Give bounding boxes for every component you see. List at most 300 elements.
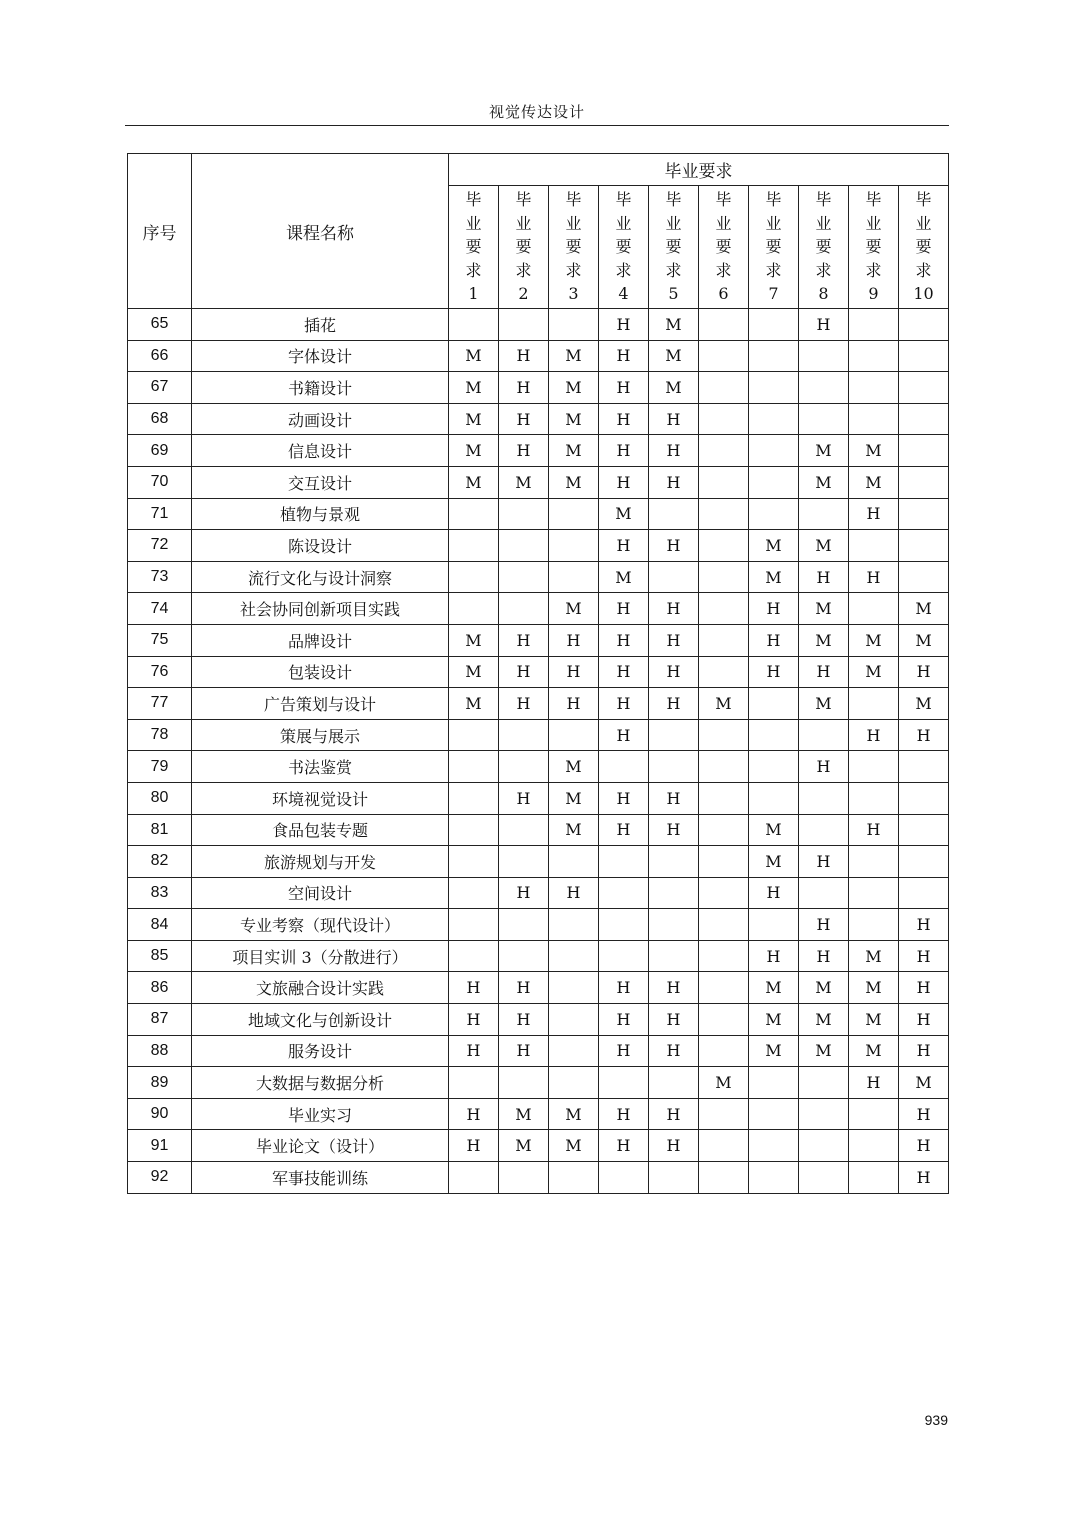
requirement-mark-cell: H	[799, 846, 849, 878]
requirement-mark-cell	[899, 530, 949, 562]
table-row	[128, 435, 949, 467]
requirement-mark-cell: H	[649, 814, 699, 846]
requirement-header-char: 要	[665, 237, 682, 257]
requirement-mark-cell	[499, 561, 549, 593]
requirement-mark-cell	[499, 846, 549, 878]
requirement-mark-cell	[799, 403, 849, 435]
requirement-mark-cell: M	[449, 435, 499, 467]
requirement-mark-cell	[549, 909, 599, 941]
course-seq-cell: 68	[128, 403, 192, 435]
requirement-mark-cell: H	[899, 909, 949, 941]
requirement-mark-cell	[749, 751, 799, 783]
requirement-mark-cell: H	[599, 530, 649, 562]
requirement-header-char: 求	[615, 260, 632, 280]
requirement-mark-cell	[699, 624, 749, 656]
table-row	[128, 940, 949, 972]
requirement-mark-cell: M	[449, 656, 499, 688]
requirement-mark-cell: H	[899, 1098, 949, 1130]
table-row	[128, 909, 949, 941]
course-seq-cell: 71	[128, 498, 192, 530]
requirement-mark-cell	[549, 719, 599, 751]
requirement-mark-cell	[499, 719, 549, 751]
requirement-mark-cell	[449, 530, 499, 562]
requirement-mark-cell	[499, 940, 549, 972]
requirement-header-char: 4	[618, 284, 629, 304]
requirement-mark-cell: H	[899, 1004, 949, 1036]
requirement-header-char: 业	[665, 213, 682, 233]
requirement-mark-cell: H	[649, 1098, 699, 1130]
course-name-cell: 服务设计	[192, 1035, 449, 1067]
requirement-mark-cell	[699, 719, 749, 751]
requirement-header-char: 求	[815, 260, 832, 280]
requirement-mark-cell: M	[899, 593, 949, 625]
column-header-requirement-6	[699, 186, 749, 309]
column-header-requirement-1	[449, 186, 499, 309]
requirement-mark-cell	[499, 530, 549, 562]
column-header-graduation-requirements: 毕业要求	[449, 154, 949, 186]
table-row	[128, 1130, 949, 1162]
requirement-header-char: 求	[515, 260, 532, 280]
requirement-header-char: 要	[465, 237, 482, 257]
requirement-mark-cell: M	[699, 1067, 749, 1099]
requirement-mark-cell	[699, 403, 749, 435]
requirement-mark-cell	[449, 593, 499, 625]
requirement-header-char: 求	[465, 260, 482, 280]
requirement-mark-cell: M	[799, 435, 849, 467]
requirement-mark-cell: H	[899, 656, 949, 688]
requirement-mark-cell: M	[849, 466, 899, 498]
requirement-mark-cell	[749, 340, 799, 372]
requirement-mark-cell	[449, 309, 499, 341]
requirement-header-char: 毕	[915, 190, 932, 210]
requirement-mark-cell: H	[449, 972, 499, 1004]
requirement-mark-cell: H	[849, 814, 899, 846]
requirement-mark-cell: H	[499, 403, 549, 435]
requirement-mark-cell	[449, 909, 499, 941]
requirement-mark-cell: H	[549, 688, 599, 720]
requirement-header-char: 毕	[715, 190, 732, 210]
requirement-mark-cell	[749, 1162, 799, 1194]
requirement-mark-cell	[699, 940, 749, 972]
requirement-mark-cell	[549, 561, 599, 593]
course-name-cell: 动画设计	[192, 403, 449, 435]
requirement-mark-cell	[699, 372, 749, 404]
header-rule	[125, 125, 949, 126]
requirement-mark-cell	[499, 498, 549, 530]
requirement-mark-cell	[749, 403, 799, 435]
requirement-mark-cell	[699, 340, 749, 372]
requirement-mark-cell	[649, 909, 699, 941]
course-seq-cell: 91	[128, 1130, 192, 1162]
requirement-mark-cell: H	[499, 1035, 549, 1067]
requirement-mark-cell: M	[549, 435, 599, 467]
requirement-mark-cell: H	[649, 435, 699, 467]
requirement-mark-cell: H	[749, 877, 799, 909]
requirement-mark-cell: M	[549, 593, 599, 625]
requirement-mark-cell: H	[649, 530, 699, 562]
requirement-header-char: 要	[615, 237, 632, 257]
requirement-mark-cell: H	[799, 656, 849, 688]
requirement-mark-cell	[449, 877, 499, 909]
requirement-mark-cell: H	[599, 972, 649, 1004]
requirement-header-char: 要	[715, 237, 732, 257]
requirement-header-char: 要	[915, 237, 932, 257]
requirement-mark-cell: H	[499, 656, 549, 688]
requirement-mark-cell	[649, 1067, 699, 1099]
requirement-mark-cell: H	[849, 719, 899, 751]
requirement-mark-cell: H	[499, 1004, 549, 1036]
course-seq-cell: 77	[128, 688, 192, 720]
course-name-cell: 品牌设计	[192, 624, 449, 656]
course-name-cell: 包装设计	[192, 656, 449, 688]
column-header-requirement-2	[499, 186, 549, 309]
requirement-mark-cell	[649, 751, 699, 783]
requirement-mark-cell	[649, 1162, 699, 1194]
requirement-header-char: 毕	[565, 190, 582, 210]
course-name-cell: 信息设计	[192, 435, 449, 467]
requirement-mark-cell	[849, 593, 899, 625]
course-seq-cell: 66	[128, 340, 192, 372]
course-seq-cell: 67	[128, 372, 192, 404]
requirement-mark-cell	[699, 846, 749, 878]
column-header-requirement-7	[749, 186, 799, 309]
requirement-mark-cell	[699, 1098, 749, 1130]
requirement-mark-cell: H	[899, 972, 949, 1004]
requirement-mark-cell: H	[649, 656, 699, 688]
requirement-mark-cell	[699, 782, 749, 814]
requirement-mark-cell: H	[599, 466, 649, 498]
requirement-mark-cell	[449, 719, 499, 751]
requirement-mark-cell: H	[599, 435, 649, 467]
requirement-mark-cell	[749, 688, 799, 720]
page-number: 939	[924, 1412, 948, 1428]
requirement-mark-cell: H	[849, 498, 899, 530]
requirement-mark-cell	[549, 530, 599, 562]
table-row	[128, 340, 949, 372]
requirement-mark-cell	[899, 466, 949, 498]
requirement-mark-cell	[849, 782, 899, 814]
requirement-mark-cell	[549, 498, 599, 530]
requirement-mark-cell: H	[499, 372, 549, 404]
requirement-mark-cell	[699, 972, 749, 1004]
requirement-mark-cell: H	[749, 940, 799, 972]
requirement-mark-cell: M	[749, 1004, 799, 1036]
requirement-mark-cell	[699, 561, 749, 593]
requirement-mark-cell	[499, 593, 549, 625]
requirement-mark-cell	[699, 1130, 749, 1162]
requirement-mark-cell: M	[799, 624, 849, 656]
requirement-header-char: 要	[765, 237, 782, 257]
requirement-header-char: 求	[665, 260, 682, 280]
requirement-mark-cell	[849, 751, 899, 783]
table-row	[128, 846, 949, 878]
requirement-mark-cell: M	[849, 972, 899, 1004]
requirement-mark-cell	[649, 498, 699, 530]
requirement-mark-cell	[799, 1067, 849, 1099]
requirement-mark-cell	[599, 940, 649, 972]
requirement-mark-cell	[849, 530, 899, 562]
running-header: 视觉传达设计	[488, 103, 585, 121]
requirement-mark-cell	[899, 877, 949, 909]
requirement-mark-cell: M	[499, 1130, 549, 1162]
requirement-mark-cell: H	[649, 782, 699, 814]
requirement-mark-cell: H	[749, 624, 799, 656]
requirement-mark-cell: H	[599, 309, 649, 341]
requirement-mark-cell: M	[799, 1035, 849, 1067]
requirement-mark-cell	[749, 309, 799, 341]
requirement-header-char: 业	[565, 213, 582, 233]
requirement-mark-cell: M	[649, 372, 699, 404]
requirement-header-char: 业	[615, 213, 632, 233]
requirement-mark-cell	[699, 309, 749, 341]
requirement-mark-cell: M	[649, 309, 699, 341]
requirement-mark-cell	[749, 909, 799, 941]
requirement-mark-cell: M	[549, 751, 599, 783]
requirement-mark-cell	[699, 1162, 749, 1194]
table-body	[128, 309, 949, 1194]
course-name-cell: 插花	[192, 309, 449, 341]
requirement-mark-cell: H	[549, 656, 599, 688]
column-header-requirement-9	[849, 186, 899, 309]
requirement-header-char: 要	[515, 237, 532, 257]
requirement-mark-cell: M	[799, 530, 849, 562]
requirement-mark-cell	[749, 1098, 799, 1130]
requirement-mark-cell	[899, 814, 949, 846]
course-seq-cell: 70	[128, 466, 192, 498]
table-row	[128, 656, 949, 688]
requirement-mark-cell	[899, 403, 949, 435]
requirement-mark-cell: H	[749, 656, 799, 688]
requirement-mark-cell	[799, 719, 849, 751]
requirement-mark-cell	[699, 656, 749, 688]
requirement-mark-cell	[449, 940, 499, 972]
requirement-mark-cell	[899, 309, 949, 341]
course-name-cell: 旅游规划与开发	[192, 846, 449, 878]
course-name-cell: 社会协同创新项目实践	[192, 593, 449, 625]
requirement-mark-cell	[499, 751, 549, 783]
requirement-mark-cell	[899, 751, 949, 783]
requirement-mark-cell	[799, 782, 849, 814]
requirement-mark-cell	[749, 372, 799, 404]
course-name-cell: 字体设计	[192, 340, 449, 372]
requirement-header-char: 业	[765, 213, 782, 233]
requirement-mark-cell: H	[649, 1004, 699, 1036]
requirement-mark-cell: M	[749, 846, 799, 878]
requirement-mark-cell: H	[499, 782, 549, 814]
requirement-mark-cell: H	[749, 593, 799, 625]
requirement-mark-cell: H	[649, 1130, 699, 1162]
requirement-header-char: 业	[515, 213, 532, 233]
requirement-mark-cell	[849, 1098, 899, 1130]
course-seq-cell: 82	[128, 846, 192, 878]
requirement-mark-cell: H	[449, 1130, 499, 1162]
course-seq-cell: 92	[128, 1162, 192, 1194]
requirement-mark-cell: M	[799, 1004, 849, 1036]
requirement-mark-cell: H	[849, 561, 899, 593]
requirement-mark-cell	[549, 309, 599, 341]
requirement-header-char: 3	[568, 284, 579, 304]
requirement-header-char: 毕	[465, 190, 482, 210]
requirement-header-char: 10	[913, 284, 934, 304]
requirement-mark-cell	[699, 1035, 749, 1067]
requirement-mark-cell	[449, 846, 499, 878]
requirement-mark-cell	[699, 593, 749, 625]
course-name-cell: 陈设设计	[192, 530, 449, 562]
requirement-mark-cell	[699, 751, 749, 783]
requirement-mark-cell	[749, 435, 799, 467]
requirement-mark-cell: H	[799, 751, 849, 783]
requirement-mark-cell	[549, 1035, 599, 1067]
requirement-header-char: 2	[518, 284, 529, 304]
requirement-mark-cell	[649, 561, 699, 593]
requirement-mark-cell	[549, 1162, 599, 1194]
requirement-mark-cell	[699, 498, 749, 530]
requirement-mark-cell: M	[449, 372, 499, 404]
requirement-mark-cell: M	[749, 530, 799, 562]
requirement-mark-cell	[799, 1098, 849, 1130]
requirement-mark-cell	[699, 466, 749, 498]
requirement-mark-cell: H	[449, 1035, 499, 1067]
requirement-mark-cell	[749, 1067, 799, 1099]
requirement-header-char: 要	[565, 237, 582, 257]
requirement-mark-cell: H	[799, 909, 849, 941]
requirement-header-char: 8	[818, 284, 829, 304]
course-seq-cell: 83	[128, 877, 192, 909]
course-seq-cell: 88	[128, 1035, 192, 1067]
course-seq-cell: 72	[128, 530, 192, 562]
requirement-mark-cell	[699, 435, 749, 467]
requirement-header-char: 毕	[665, 190, 682, 210]
requirement-mark-cell: H	[799, 309, 849, 341]
table-row	[128, 972, 949, 1004]
requirement-mark-cell	[849, 309, 899, 341]
course-name-cell: 策展与展示	[192, 719, 449, 751]
requirement-mark-cell: M	[549, 466, 599, 498]
requirement-mark-cell	[799, 1130, 849, 1162]
requirement-mark-cell: H	[599, 782, 649, 814]
requirement-mark-cell: H	[499, 340, 549, 372]
requirement-mark-cell: H	[499, 624, 549, 656]
table-row	[128, 1098, 949, 1130]
requirement-mark-cell: M	[749, 972, 799, 1004]
column-header-requirement-5	[649, 186, 699, 309]
requirement-header-char: 业	[865, 213, 882, 233]
requirement-mark-cell	[599, 909, 649, 941]
table-row	[128, 1067, 949, 1099]
requirement-mark-cell	[449, 782, 499, 814]
requirement-mark-cell	[699, 1004, 749, 1036]
requirement-mark-cell	[449, 1162, 499, 1194]
requirement-mark-cell: H	[599, 1035, 649, 1067]
requirement-mark-cell: H	[899, 1035, 949, 1067]
requirement-mark-cell	[449, 751, 499, 783]
requirement-mark-cell: M	[849, 940, 899, 972]
requirement-mark-cell: M	[699, 688, 749, 720]
requirement-mark-cell	[499, 909, 549, 941]
course-name-cell: 交互设计	[192, 466, 449, 498]
requirement-mark-cell	[599, 751, 649, 783]
course-seq-cell: 79	[128, 751, 192, 783]
requirement-mark-cell: M	[449, 466, 499, 498]
requirement-header-char: 毕	[765, 190, 782, 210]
course-name-cell: 植物与景观	[192, 498, 449, 530]
column-header-requirement-8	[799, 186, 849, 309]
requirement-mark-cell	[899, 340, 949, 372]
requirement-mark-cell: M	[549, 1130, 599, 1162]
requirement-mark-cell: H	[499, 435, 549, 467]
requirement-mark-cell	[899, 846, 949, 878]
course-seq-cell: 85	[128, 940, 192, 972]
requirement-mark-cell: M	[599, 498, 649, 530]
course-name-cell: 项目实训 3（分散进行）	[192, 940, 449, 972]
requirement-mark-cell: M	[449, 688, 499, 720]
requirement-mark-cell	[499, 1067, 549, 1099]
course-seq-cell: 78	[128, 719, 192, 751]
requirement-mark-cell	[499, 1162, 549, 1194]
requirement-mark-cell	[749, 498, 799, 530]
requirement-mark-cell: M	[849, 435, 899, 467]
table-row	[128, 814, 949, 846]
course-name-cell: 环境视觉设计	[192, 782, 449, 814]
course-name-cell: 文旅融合设计实践	[192, 972, 449, 1004]
requirement-mark-cell: M	[799, 593, 849, 625]
requirement-mark-cell: H	[649, 624, 699, 656]
course-name-cell: 空间设计	[192, 877, 449, 909]
requirement-mark-cell: M	[549, 814, 599, 846]
requirement-header-char: 求	[565, 260, 582, 280]
requirement-mark-cell	[849, 372, 899, 404]
requirement-mark-cell: H	[599, 403, 649, 435]
requirement-mark-cell	[899, 435, 949, 467]
course-name-cell: 书法鉴赏	[192, 751, 449, 783]
table-row	[128, 466, 949, 498]
requirement-mark-cell: M	[849, 656, 899, 688]
table-row	[128, 372, 949, 404]
course-name-cell: 广告策划与设计	[192, 688, 449, 720]
requirement-mark-cell	[599, 1067, 649, 1099]
requirement-mark-cell: H	[599, 372, 649, 404]
requirement-mark-cell	[799, 1162, 849, 1194]
requirement-mark-cell: H	[449, 1098, 499, 1130]
table-row	[128, 1162, 949, 1194]
requirement-mark-cell: H	[649, 972, 699, 1004]
requirement-mark-cell: M	[899, 624, 949, 656]
requirement-header-char: 求	[865, 260, 882, 280]
requirement-mark-cell: H	[599, 1130, 649, 1162]
requirement-mark-cell: M	[849, 1004, 899, 1036]
requirement-mark-cell: M	[799, 972, 849, 1004]
requirement-mark-cell: H	[499, 972, 549, 1004]
table-row	[128, 530, 949, 562]
header-row-group	[128, 154, 949, 186]
table-row	[128, 624, 949, 656]
requirement-mark-cell: M	[599, 561, 649, 593]
requirement-mark-cell	[699, 530, 749, 562]
course-seq-cell: 87	[128, 1004, 192, 1036]
course-seq-cell: 84	[128, 909, 192, 941]
table-row	[128, 1004, 949, 1036]
requirement-mark-cell: H	[599, 814, 649, 846]
requirement-header-char: 业	[715, 213, 732, 233]
course-name-cell: 专业考察（现代设计）	[192, 909, 449, 941]
requirement-mark-cell: M	[549, 372, 599, 404]
course-name-cell: 食品包装专题	[192, 814, 449, 846]
requirement-mark-cell	[549, 1067, 599, 1099]
column-header-requirement-3	[549, 186, 599, 309]
requirement-mark-cell	[549, 1004, 599, 1036]
course-seq-cell: 76	[128, 656, 192, 688]
requirement-mark-cell: H	[599, 340, 649, 372]
